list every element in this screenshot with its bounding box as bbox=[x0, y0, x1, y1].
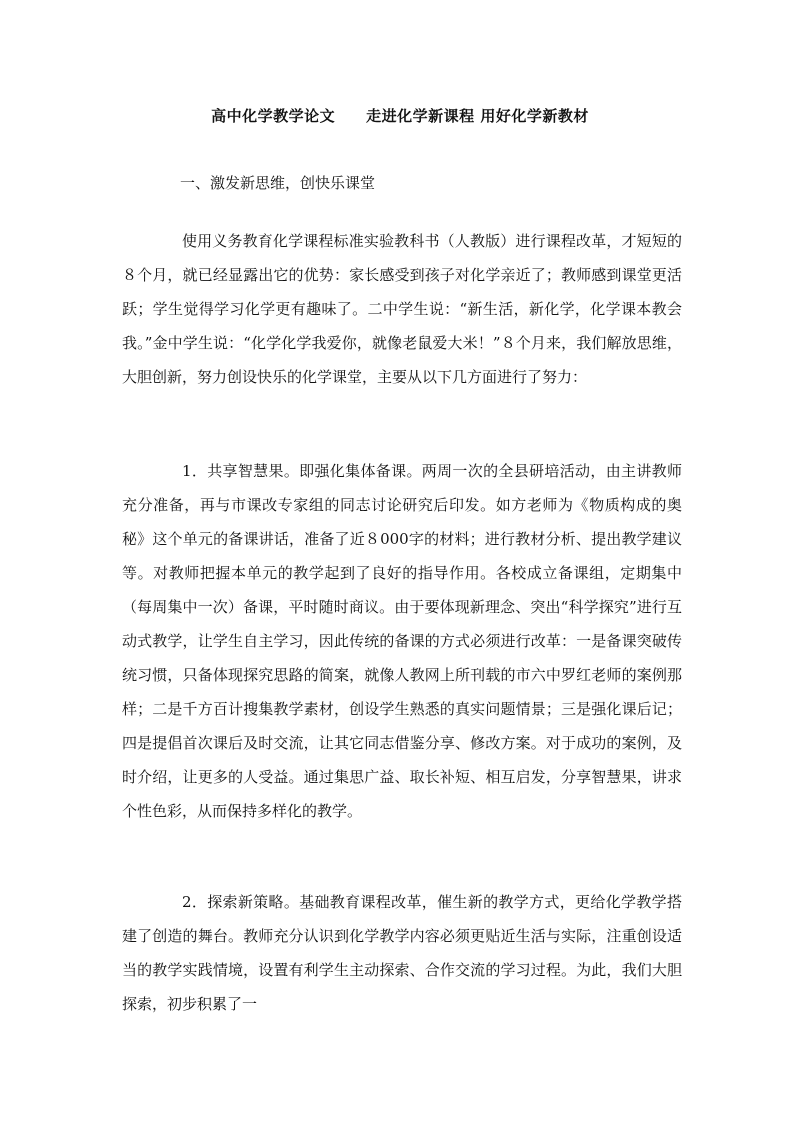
section-heading: 一、激发新思维，创快乐课堂 bbox=[180, 174, 376, 192]
document-title: 高中化学教学论文 走进化学新课程 用好化学新教材 bbox=[211, 107, 589, 125]
paragraph-new-strategy: 2．探索新策略。基础教育课程改革，催生新的教学方式，更给化学教学搭建了创造的舞台。教师充分认识到化学教学内容必须更贴近生活与实际，注重创设适当的教学实践情境，设置有利学生主动探索、合作交流的学习过程。为此，我们大胆探索，初步积累了一 bbox=[122, 893, 682, 1013]
paragraph-shared-wisdom: 1．共享智慧果。即强化集体备课。两周一次的全县研培活动，由主讲教师充分准备，再与市课改专家组的同志讨论研究后印发。如方老师为《物质构成的奥秘》这个单元的备课讲话，准备了近８000字的材料；进行教材分析、提出教学建议等。对教师把握本单元的教学起到了良好的指导作用。各校成立备课组，定期集中（每周集中一次）备课，平时随时商议。由于要体现新理念、突出“科学探究”进行互动式教学，让学生自主学习，因此传统的备课的方式必须进行改革：一是备课突破传统习惯，只备体现探究思路的简案，就像人教网上所刊载的市六中罗红老师的案例那样；二是千方百计搜集教学素材，创设学生熟悉的真实问题情景；三是强化课后记；四是提倡首次课后及时交流，让其它同志借鉴分享、修改方案。对于成功的案例，及时介绍，让更多的人受益。通过集思广益、取长补短、相互启发，分享智慧果，讲求个性色彩，从而保持多样化的教学。 bbox=[122, 462, 682, 820]
paragraph-intro: 使用义务教育化学课程标准实验教科书（人教版）进行课程改革，才短短的８个月，就已经显露出它的优势：家长感受到孩子对化学亲近了；教师感到课堂更活跃；学生觉得学习化学更有趣味了。二中学生说：“新生活，新化学，化学课本教会我。”金中学生说：“化学化学我爱你，就像老鼠爱大米！”８个月来，我们解放思维，大胆创新，努力创设快乐的化学课堂，主要从以下几方面进行了努力： bbox=[122, 232, 682, 386]
